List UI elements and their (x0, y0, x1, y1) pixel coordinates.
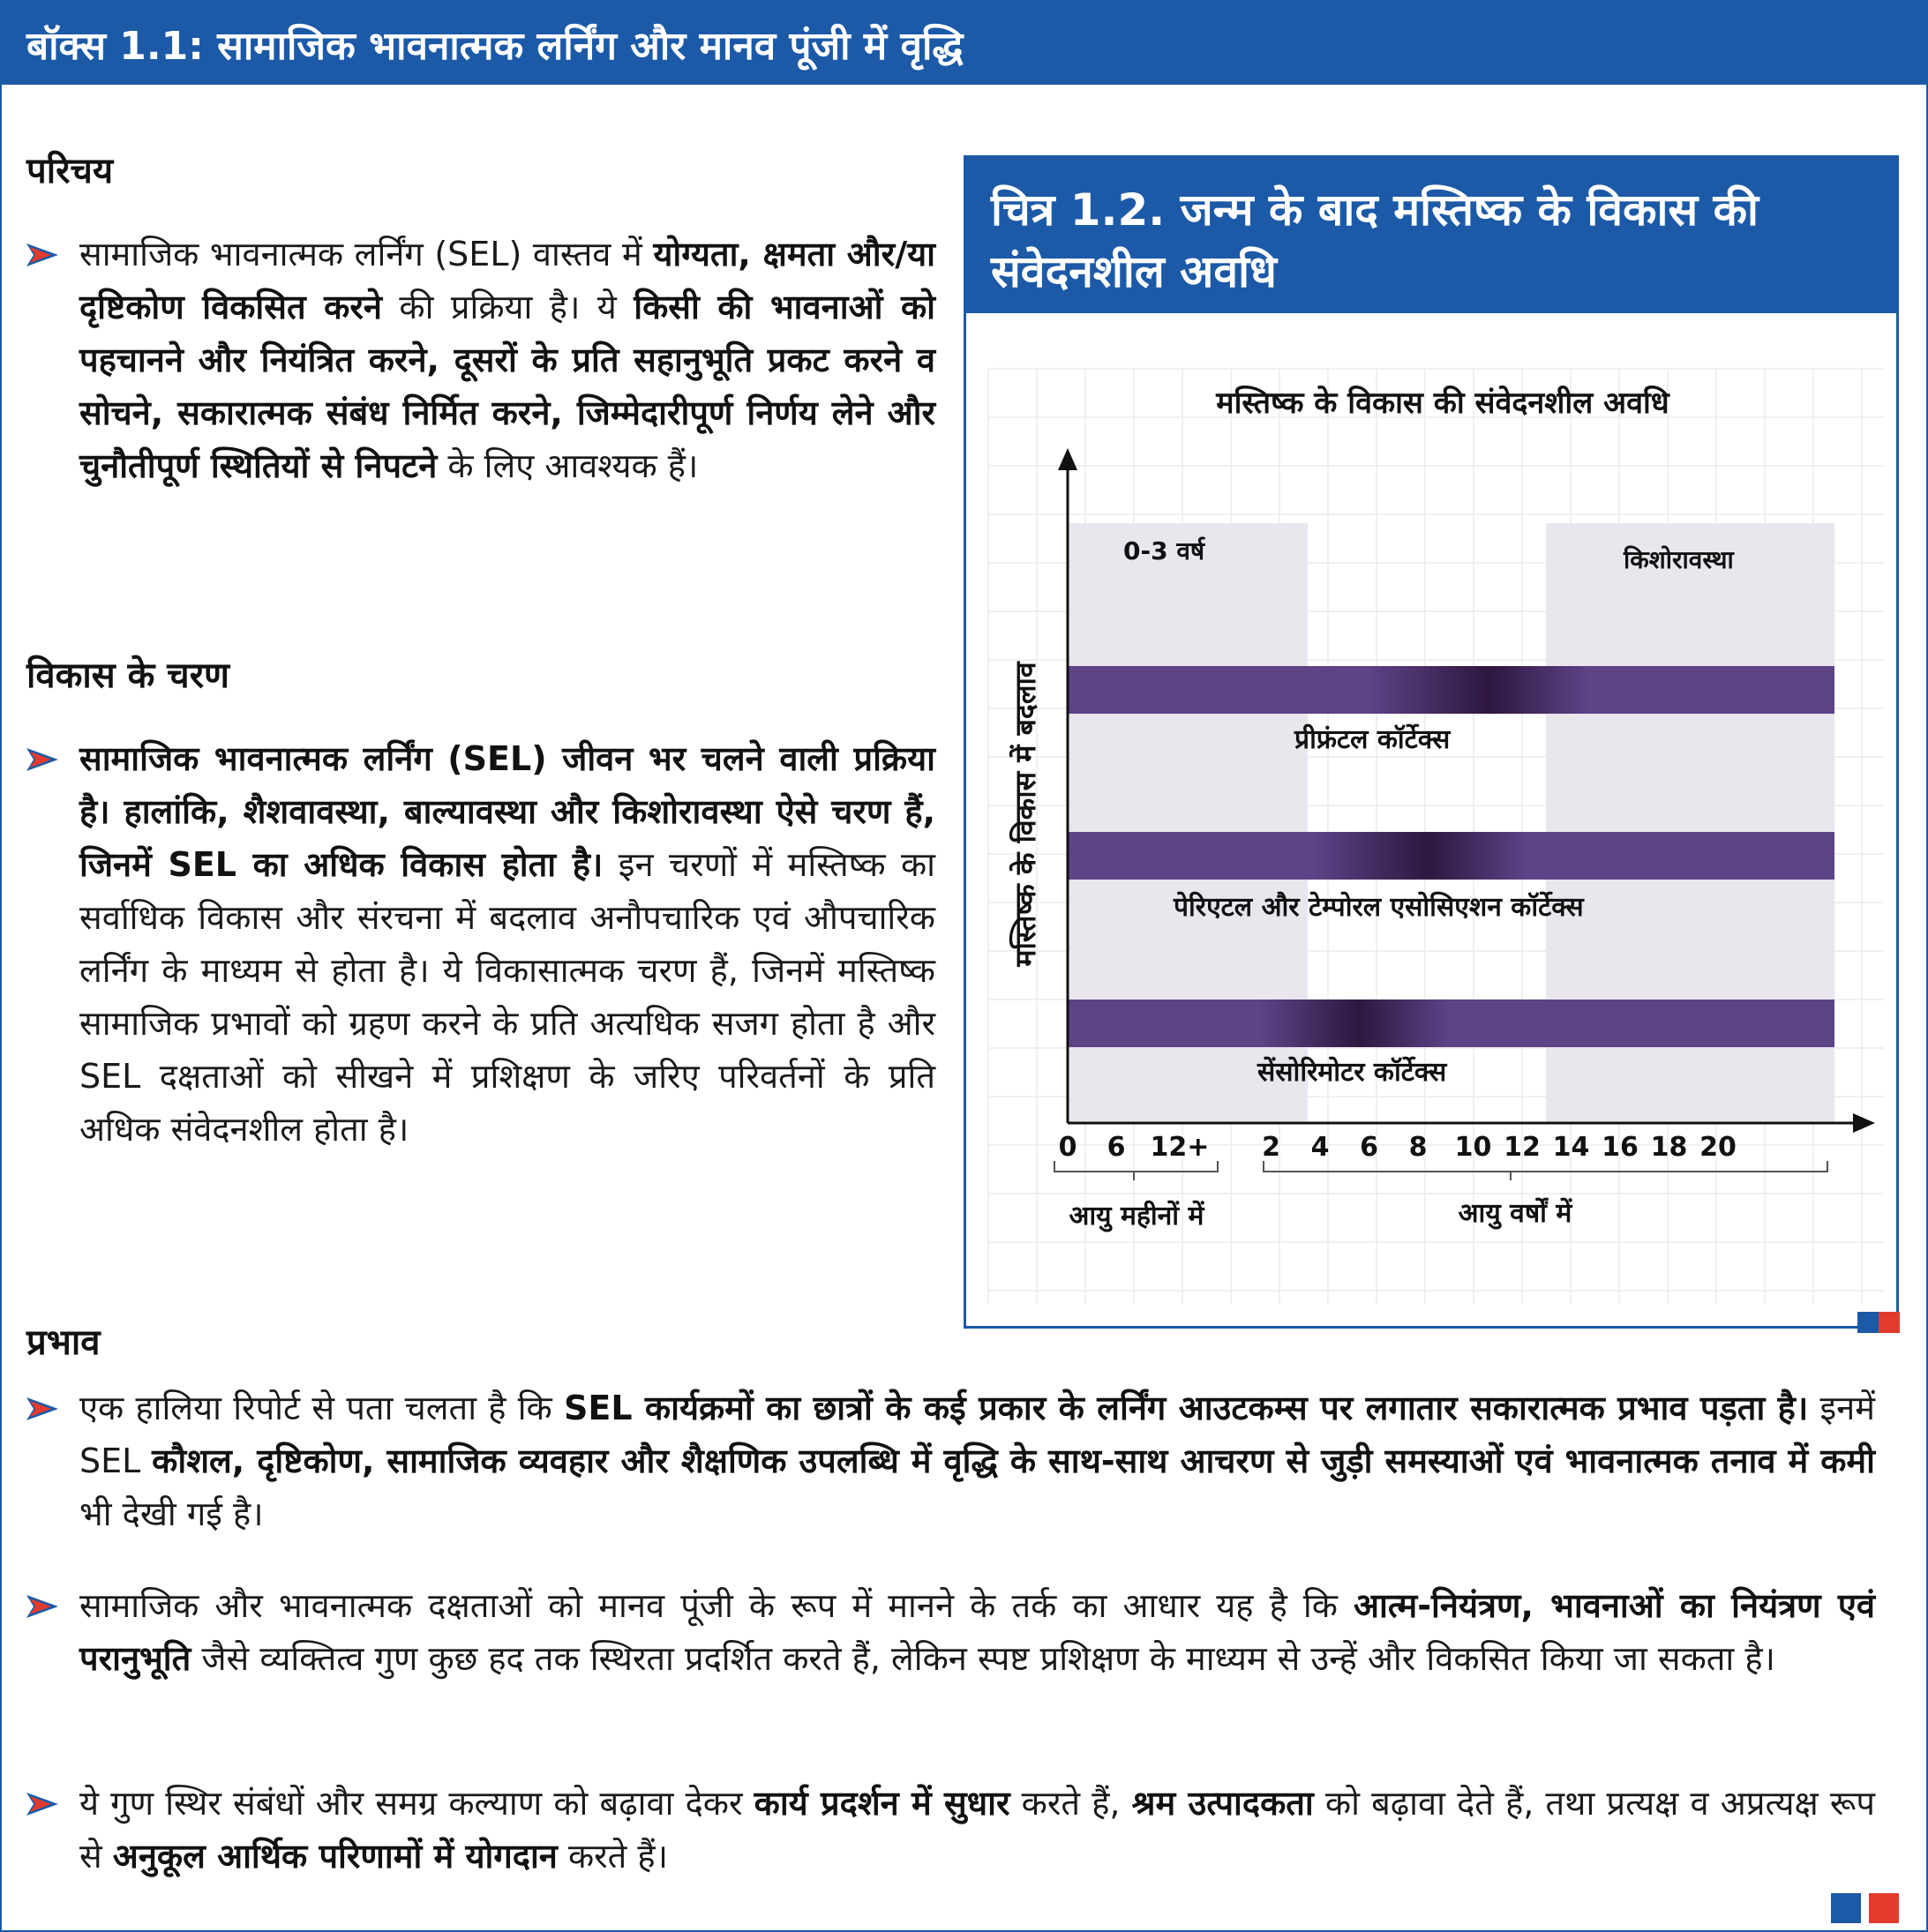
bar-sensorimotor (1068, 1000, 1834, 1047)
x-tick-months: 12+ (1150, 1132, 1210, 1163)
stages-text: इन चरणों में मस्तिष्क का सर्वाधिक विकास और संरचना में बदलाव अनौपचारिक एवं औपचारिक लर्निंग के माध्यम से होता है। ये विकासात्मक चरण हैं, जिनमें मस्तिष्क सामाजिक प्रभावों को ग्रहण करने के प्रति अत्यधिक सजग होता है और SEL दक्षताओं को सीखने में प्रशिक्षण के जरिए परिवर्तनों के प्रति अधिक संवेदनशील होता है। (79, 845, 936, 1149)
x-tick-years: 6 (1360, 1132, 1378, 1163)
impact-2-bold-1: आत्म-नियंत्रण, भावनाओं का नियंत्रण एवं परानुभूति (79, 1586, 1875, 1678)
x-tick-years: 18 (1650, 1132, 1688, 1163)
x-ticks (1059, 1132, 1737, 1163)
x-tick-years: 20 (1699, 1132, 1737, 1163)
impact-1-text-3: भी देखी गई है। (79, 1494, 264, 1533)
impact-bullet-2 (79, 1579, 1875, 1685)
x-tick-months: 6 (1107, 1132, 1126, 1163)
impact-1-bold-2: कौशल, दृष्टिकोण, सामाजिक व्यवहार और शैक्षणिक उपलब्धि में वृद्धि के साथ-साथ आचरण से जुड़ी समस्याओं एवं भावनात्मक तनाव में कमी (152, 1442, 1875, 1480)
title-bar (0, 0, 1928, 85)
intro-text-1: सामाजिक भावनात्मक लर्निंग (SEL) वास्तव में (79, 235, 654, 273)
bullet-arrow-icon (25, 1791, 60, 1817)
figure-header (966, 158, 1896, 313)
stages-paragraph (79, 732, 935, 1156)
impact-3-text-3: को बढ़ावा देते हैं, तथा प्रत्यक्ष व अप्रत्यक्ष रूप से (79, 1784, 1876, 1876)
bar-prefrontal (1068, 666, 1834, 714)
impact-3-bold-3: अनुकूल आर्थिक परिणामों में योगदान (112, 1837, 558, 1876)
bar-label-parietal-temporal: पेरिएटल और टेम्पोरल एसोसिएशन कॉर्टेक्स (1174, 892, 1584, 923)
x-tick-years: 14 (1552, 1132, 1590, 1163)
corner-square-red (1879, 1312, 1900, 1333)
shade-label-adolescence: किशोरावस्था (1624, 545, 1734, 574)
y-axis-label: मस्तिष्क के विकास में बदलाव (1009, 662, 1042, 967)
intro-bold-2: किसी की भावनाओं को पहचानने और नियंत्रित करने, दूसरों के प्रति सहानुभूति प्रकट करने व सोचने, सकारात्मक संबंध निर्मित करने, जिम्मेदारीपूर्ण निर्णय लेने और चुनौतीपूर्ण स्थितियों से निपटने (79, 288, 935, 485)
impact-2-text-1: सामाजिक और भावनात्मक दक्षताओं को मानव पूंजी के रूप में मानने के तर्क का आधार यह है कि (79, 1586, 1354, 1625)
bar-label-sensorimotor: सेंसोरिमोटर कॉर्टेक्स (1257, 1057, 1447, 1088)
bracket-months (1054, 1161, 1218, 1180)
bar-label-prefrontal: प्रीफ्रंटल कॉर्टेक्स (1294, 724, 1451, 755)
x-tick-years: 8 (1408, 1132, 1428, 1163)
x-tick-years: 2 (1262, 1132, 1280, 1163)
bracket-years (1264, 1161, 1827, 1180)
impact-3-bold-2: श्रम उत्पादकता (1131, 1784, 1314, 1823)
bullet-arrow-icon (25, 746, 60, 773)
x-axis-arrow (1853, 1113, 1875, 1133)
impact-1-text-1: एक हालिया रिपोर्ट से पता चलता है कि (79, 1389, 564, 1427)
x-tick-years: 4 (1310, 1132, 1330, 1163)
corner-square-blue (1857, 1312, 1879, 1333)
x-tick-months: 0 (1058, 1132, 1077, 1163)
impact-3-text-2: करते हैं, (1009, 1784, 1132, 1823)
bar-parietal-temporal (1068, 832, 1834, 880)
x-tick-years: 10 (1454, 1132, 1492, 1163)
bullet-arrow-icon (25, 1396, 60, 1422)
bullet-arrow-icon (25, 242, 60, 268)
figure-caption: चित्र 1.2. जन्म के बाद मस्तिष्क के विकास की संवेदनशील अवधि (991, 184, 1759, 297)
chart (966, 316, 1896, 1326)
box-title: बॉक्स 1.1: सामाजिक भावनात्मक लर्निंग और मानव पूंजी में वृद्धि (26, 24, 964, 69)
page-corner-square-red (1869, 1893, 1899, 1923)
impact-3-text-1: ये गुण स्थिर संबंधों और समग्र कल्याण को बढ़ावा देकर (79, 1784, 754, 1823)
section-heading-intro: परिचय (26, 151, 114, 191)
chart-title: मस्तिष्क के विकास की संवेदनशील अवधि (1216, 386, 1669, 421)
bullet-arrow-icon (25, 1593, 60, 1620)
impact-3-bold-1: कार्य प्रदर्शन में सुधार (754, 1784, 1010, 1823)
x-tick-years: 16 (1602, 1132, 1639, 1163)
x-label-months: आयु महीनों में (1069, 1201, 1204, 1232)
intro-text-3: के लिए आवश्यक हैं। (437, 446, 699, 485)
intro-paragraph (79, 228, 935, 492)
impact-bullet-1 (79, 1382, 1875, 1540)
intro-text-2: की प्रक्रिया है। ये (382, 288, 634, 326)
intro-bold-1: योग्यता, क्षमता और/या दृष्टिकोण विकसित करने (79, 235, 935, 326)
page-corner-square-blue (1831, 1893, 1861, 1923)
y-axis-arrow (1058, 448, 1077, 470)
stages-bold: सामाजिक भावनात्मक लर्निंग (SEL) जीवन भर चलने वाली प्रक्रिया है। हालांकि, शैशवावस्था, बाल्यावस्था और किशोरावस्था ऐसे चरण हैं, जिनमें SEL का अधिक विकास होता है। (79, 739, 935, 884)
impact-3-text-4: करते हैं। (557, 1837, 668, 1876)
section-heading-impact: प्रभाव (26, 1322, 101, 1363)
section-heading-stages: विकास के चरण (26, 655, 229, 696)
impact-bullet-3 (79, 1777, 1875, 1883)
impact-1-bold-1: SEL कार्यक्रमों का छात्रों के कई प्रकार के लर्निंग आउटकम्स पर लगातार सकारात्मक प्रभाव पड़ता है। (564, 1389, 1809, 1427)
impact-2-text-2: जैसे व्यक्तित्व गुण कुछ हद तक स्थिरता प्रदर्शित करते हैं, लेकिन स्पष्ट प्रशिक्षण के माध्यम से उन्हें और विकसित किया जा सकता है। (191, 1639, 1775, 1678)
shade-label-0-3: 0-3 वर्ष (1123, 536, 1205, 565)
impact-1-text-2: इनमें SEL (79, 1389, 1875, 1480)
x-tick-years: 12 (1504, 1132, 1541, 1163)
figure-box (964, 155, 1899, 1329)
x-label-years: आयु वर्षों में (1458, 1198, 1572, 1229)
